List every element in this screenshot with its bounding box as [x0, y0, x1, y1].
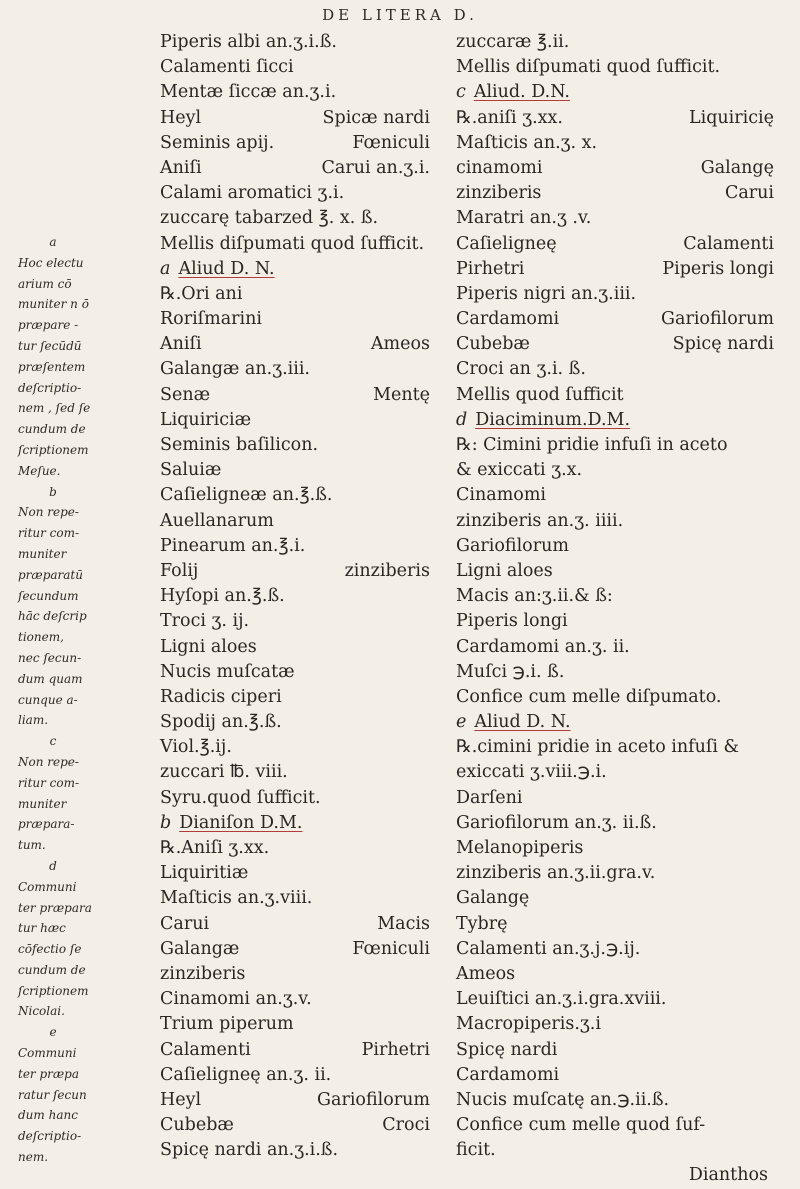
line-text: Piperis longi: [456, 611, 568, 632]
margin-note-line: ratur ſecun: [18, 1087, 87, 1102]
recipe-line: [160, 861, 430, 886]
margin-note-line: Hoc electu: [18, 255, 84, 270]
line-text: Radicis ciperi: [160, 686, 282, 707]
line-text: Dianiſon D.M.: [179, 812, 303, 833]
recipe-line: [456, 257, 786, 282]
margin-note-line: ritur com-: [18, 775, 80, 790]
margin-note-line: ter præpa: [18, 1066, 80, 1081]
line-text-second: Gariofilorum: [661, 309, 774, 330]
line-text: Pirhetri: [456, 258, 525, 279]
margin-note-letter: a: [49, 235, 57, 249]
line-text: Calamenti an.ʒ.j.℈.ij.: [456, 938, 641, 959]
line-text: Darſeni: [456, 787, 523, 808]
recipe-line: [160, 937, 430, 962]
margin-note-line: cunque a-: [18, 692, 78, 707]
line-text: Troci ʒ. ij.: [160, 611, 250, 632]
line-text: Confice cum melle quod ſuf-: [456, 1115, 706, 1136]
line-text: Melanopiperis: [456, 838, 584, 858]
margin-note-letter: e: [49, 1025, 57, 1040]
margin-note-line: tur ſecūdū: [18, 338, 82, 353]
line-text: Nucis muſcatę an.℈.ii.ß.: [456, 1089, 670, 1110]
recipe-line: [160, 106, 430, 131]
line-text: Aniſi: [160, 334, 202, 355]
line-text: Cinamomi: [456, 485, 547, 506]
line-text: Confice cum melle diſpumato.: [456, 686, 722, 707]
line-text: zinziberis an.ʒ.ii.gra.v.: [456, 863, 656, 884]
recipe-line: [160, 332, 430, 357]
recipe-line: [456, 357, 786, 382]
line-text: Seminis baſilicon.: [160, 435, 319, 455]
recipe-line: [160, 836, 430, 861]
line-text: ℞.Ori ani: [160, 283, 243, 304]
recipe-heading: [160, 811, 430, 836]
recipe-line: [160, 383, 430, 408]
line-text: ℞.cimini pridie in aceto infuſi &: [456, 737, 740, 758]
recipe-line: [456, 433, 786, 458]
line-text: ℞.Aniſi ʒ.xx.: [160, 838, 270, 858]
line-text-second: Spicę nardi: [672, 334, 774, 355]
margin-notes: [18, 232, 156, 1168]
recipe-line: [456, 584, 786, 609]
recipe-line: [160, 181, 430, 206]
line-text: Tybrę: [456, 913, 508, 934]
recipe-line: [456, 55, 786, 80]
recipe-line: [160, 232, 430, 257]
recipe-line: [456, 861, 786, 886]
margin-note-line: præpara-: [18, 817, 75, 832]
line-text: Liquiritiæ: [160, 863, 249, 884]
margin-note-line: cundum de: [18, 962, 86, 977]
line-text: Cardamomi an.ʒ. ii.: [456, 636, 630, 657]
line-text: Caſieligneę: [456, 233, 557, 254]
recipe-line: [456, 534, 786, 559]
line-text: ℞.aniſi ʒ.xx.: [456, 107, 563, 128]
line-text: Cubebæ: [160, 1115, 234, 1136]
line-text: Piperis albi an.ʒ.i.ß.: [160, 32, 337, 52]
recipe-line: [160, 131, 430, 156]
line-text: Heyl: [160, 107, 202, 128]
recipe-line: [456, 232, 786, 257]
line-text: Aliud D. N.: [178, 258, 275, 279]
line-text: Croci an ʒ.i. ß.: [456, 359, 586, 380]
recipe-line: [160, 786, 430, 811]
recipe-line: [456, 509, 786, 534]
recipe-line: [160, 433, 430, 458]
line-text-second: Croci: [382, 1115, 430, 1136]
recipe-line: [456, 811, 786, 836]
margin-note-line: dum quam: [18, 671, 83, 686]
margin-note-line: præparatū: [18, 567, 83, 582]
line-text: Calami aromatici ʒ.i.: [160, 183, 345, 204]
recipe-line: [160, 408, 430, 433]
margin-note-line: hāc deſcrip: [18, 609, 87, 624]
line-text: Leuiſtici an.ʒ.i.gra.xviii.: [456, 989, 667, 1010]
margin-note-line: cundum de: [18, 422, 86, 437]
line-text-second: Macis: [377, 913, 430, 934]
margin-note-line: nem.: [18, 1150, 49, 1165]
line-text-second: Carui: [724, 183, 774, 204]
margin-note-line: ſecundum: [18, 588, 79, 603]
recipe-line: [160, 30, 430, 55]
recipe-line: [456, 206, 786, 231]
recipe-line: [160, 55, 430, 80]
margin-note-line: ritur com-: [18, 526, 80, 541]
line-text-second: Calamenti: [683, 233, 774, 254]
recipe-line: [160, 1088, 430, 1113]
margin-note-line: Nicolai.: [18, 1004, 65, 1019]
recipe-line: [456, 1038, 786, 1063]
recipe-line: [456, 962, 786, 987]
line-text: Hyſopi an.℥.ß.: [160, 586, 285, 607]
recipe-line: [160, 987, 430, 1012]
recipe-heading: [160, 257, 430, 282]
recipe-line: [160, 1113, 430, 1138]
margin-note-line: præſentem: [18, 359, 86, 374]
line-text: Maratri an.ʒ .v.: [456, 208, 592, 229]
line-text: Folij: [160, 560, 199, 581]
recipe-line: [456, 760, 786, 785]
recipe-line: [456, 1063, 786, 1088]
line-text-second: Carui an.ʒ.i.: [321, 157, 430, 178]
margin-note-line: nec ſecun-: [18, 650, 82, 665]
line-text: Spodij an.℥.ß.: [160, 712, 282, 733]
note-mark: d: [456, 409, 468, 430]
recipe-line: [456, 735, 786, 760]
recipe-line: [160, 534, 430, 559]
recipe-line: [160, 685, 430, 710]
margin-note-line: arium cō: [18, 276, 72, 291]
note-mark: a: [160, 258, 171, 279]
line-text: Diaciminum.D.M.: [475, 409, 631, 430]
margin-note-line: deſcriptio-: [18, 380, 82, 395]
line-text: Seminis apij.: [160, 132, 275, 153]
recipe-line: [160, 559, 430, 584]
margin-note-line: muniter: [18, 546, 67, 561]
recipe-line: [160, 80, 430, 105]
margin-note-line: Meſue.: [18, 463, 61, 478]
line-text: Cardamomi: [456, 309, 560, 330]
line-text: Syru.quod ſufficit.: [160, 787, 321, 808]
line-text: Cinamomi an.ʒ.v.: [160, 989, 312, 1010]
recipe-line: [456, 181, 786, 206]
line-text: Mellis diſpumati quod ſufficit.: [456, 57, 721, 78]
margin-note-line: Communi: [18, 1046, 77, 1061]
recipe-line: [160, 760, 430, 785]
line-text: zinziberis: [160, 963, 246, 984]
recipe-line: [160, 660, 430, 685]
line-text: Aliud D. N.: [474, 712, 571, 733]
recipe-line: [160, 156, 430, 181]
recipe-line: [456, 609, 786, 634]
line-text: zinziberis an.ʒ. iiii.: [456, 510, 624, 531]
line-text: Nucis muſcatæ: [160, 661, 295, 682]
line-text: Maſticis an.ʒ. x.: [456, 132, 598, 153]
recipe-line: [160, 483, 430, 508]
margin-note-letter: d: [49, 858, 57, 873]
margin-note-line: muniter n ō: [18, 297, 89, 312]
margin-note-letter: c: [49, 734, 57, 749]
recipe-line: [456, 156, 786, 181]
recipe-line: [160, 307, 430, 332]
recipe-line: [456, 1113, 786, 1138]
line-text: Cardamomi: [456, 1064, 560, 1085]
recipe-line: [456, 786, 786, 811]
recipe-line: [160, 735, 430, 760]
line-text: zinziberis: [456, 183, 542, 204]
line-text: Aniſi: [160, 157, 202, 178]
recipe-line: [456, 836, 786, 861]
line-text: Ameos: [456, 963, 516, 984]
line-text: Carui: [160, 913, 210, 934]
recipe-line: [160, 635, 430, 660]
recipe-line: [160, 609, 430, 634]
running-head: DE LITERA D.: [322, 6, 478, 24]
margin-note-line: Non repe-: [18, 505, 79, 520]
recipe-line: [456, 660, 786, 685]
line-text: ℞: Cimini pridie infuſi in aceto: [456, 435, 728, 455]
line-text: Spicę nardi an.ʒ.i.ß.: [160, 1140, 339, 1161]
recipe-line: [160, 1038, 430, 1063]
line-text-second: Galangę: [700, 157, 774, 178]
line-text: Pinearum an.℥.i.: [160, 535, 306, 556]
recipe-line: [456, 106, 786, 131]
line-text: Mentæ ſiccæ an.ʒ.i.: [160, 82, 337, 103]
line-text: Mellis diſpumati quod ſufficit.: [160, 233, 425, 254]
line-text: Viol.℥.ij.: [160, 737, 232, 758]
margin-note-line: præpare -: [18, 318, 79, 333]
line-text: Heyl: [160, 1089, 202, 1110]
recipe-heading: [456, 408, 786, 433]
line-text: Gariofilorum: [456, 535, 569, 556]
line-text: Liquiriciæ: [160, 409, 252, 430]
line-text: Calamenti ſicci: [160, 57, 294, 78]
line-text: Cubebæ: [456, 334, 530, 355]
recipe-line: [456, 30, 786, 55]
recipe-line: [456, 685, 786, 710]
recipe-line: [160, 962, 430, 987]
note-mark: b: [160, 812, 172, 833]
line-text: Maſticis an.ʒ.viii.: [160, 888, 313, 909]
recipe-line: [456, 307, 786, 332]
note-mark: c: [456, 82, 466, 103]
line-text: zuccarę tabarzed ℥. x. ß.: [160, 208, 379, 229]
recipe-line: [456, 383, 786, 408]
line-text: Ligni aloes: [456, 560, 553, 581]
line-text: Mellis quod ſufficit: [456, 384, 624, 405]
line-text-second: Fœniculi: [352, 938, 430, 959]
recipe-line: [456, 483, 786, 508]
line-text: Gariofilorum an.ʒ. ii.ß.: [456, 812, 657, 833]
recipe-line: [456, 987, 786, 1012]
recipe-line: [160, 1063, 430, 1088]
recipe-line: [160, 282, 430, 307]
line-text: Aliud. D.N.: [473, 82, 570, 103]
recipe-heading: [456, 710, 786, 735]
recipe-line: [160, 886, 430, 911]
line-text-second: Piperis longi: [662, 258, 774, 279]
line-text-second: Pirhetri: [361, 1039, 430, 1060]
line-text-second: Spicæ nardi: [322, 107, 430, 128]
margin-note-letter: b: [49, 484, 57, 499]
line-text: Galangæ an.ʒ.iii.: [160, 359, 310, 380]
line-text-second: zinziberis: [344, 560, 430, 581]
margin-note-line: tur hæc: [18, 921, 66, 936]
margin-note-line: deſcriptio-: [18, 1129, 82, 1144]
catchword: Dianthos: [688, 1165, 768, 1186]
line-text: Galangæ: [160, 938, 240, 959]
margin-note-line: muniter: [18, 796, 67, 811]
recipe-line: [456, 282, 786, 307]
recipe-line: [160, 357, 430, 382]
line-text: Roriſmarini: [160, 309, 263, 330]
line-text-second: Fœniculi: [352, 132, 430, 153]
recipe-line: [456, 912, 786, 937]
line-text: ficit.: [456, 1140, 496, 1161]
margin-note-line: tum.: [18, 838, 46, 853]
line-text-second: Liquiricię: [688, 107, 774, 128]
recipe-heading: [456, 80, 786, 105]
line-text: Caſieligneæ an.℥.ß.: [160, 485, 333, 506]
line-text: Spicę nardi: [456, 1039, 558, 1060]
margin-note-line: ter præpara: [18, 900, 92, 915]
line-text: Caſieligneę an.ʒ. ii.: [160, 1064, 332, 1085]
line-text-second: Mentę: [373, 384, 430, 405]
line-text-second: Ameos: [370, 334, 430, 355]
line-text: Piperis nigri an.ʒ.iii.: [456, 283, 637, 304]
line-text: Senæ: [160, 384, 211, 405]
line-text: Macropiperis.ʒ.i: [456, 1014, 601, 1035]
recipe-line: [160, 912, 430, 937]
recipe-line: [456, 937, 786, 962]
margin-note-line: Communi: [18, 879, 77, 894]
line-text: zuccaræ ℥.ii.: [456, 32, 570, 52]
recipe-line: [160, 1012, 430, 1037]
recipe-line: [160, 710, 430, 735]
line-text-second: Gariofilorum: [317, 1089, 430, 1110]
line-text: zuccari ℔. viii.: [160, 762, 288, 783]
margin-note-line: ſcriptionem: [18, 983, 89, 998]
recipe-line: [160, 584, 430, 609]
line-text: Ligni aloes: [160, 636, 257, 657]
recipe-line: [456, 1088, 786, 1113]
line-text: exiccati ʒ.viii.℈.i.: [456, 762, 607, 783]
line-text: Galangę: [456, 888, 530, 909]
recipe-line: [456, 886, 786, 911]
left-column: [160, 30, 430, 1163]
recipe-line: [160, 458, 430, 483]
line-text: Calamenti: [160, 1039, 251, 1060]
recipe-line: [456, 559, 786, 584]
margin-note-line: dum hanc: [18, 1108, 78, 1123]
line-text: & exiccati ʒ.x.: [456, 460, 583, 481]
recipe-line: [456, 1012, 786, 1037]
line-text: Macis an:ʒ.ii.& ß:: [456, 586, 613, 607]
recipe-line: [160, 509, 430, 534]
margin-note-line: liam.: [18, 713, 49, 728]
note-mark: e: [456, 712, 467, 733]
line-text: cinamomi: [456, 157, 543, 178]
recipe-line: [456, 458, 786, 483]
margin-note-line: Non repe-: [18, 754, 79, 769]
margin-note-line: cōfectio ſe: [18, 942, 82, 957]
recipe-line: [456, 332, 786, 357]
line-text: Saluiæ: [160, 460, 222, 481]
line-text: Muſci ℈.i. ß.: [456, 661, 565, 682]
line-text: Trium piperum: [160, 1014, 294, 1035]
margin-note-line: ſcriptionem: [18, 442, 89, 457]
right-column: [456, 30, 786, 1189]
margin-note-line: tionem,: [18, 630, 64, 645]
recipe-line: [160, 206, 430, 231]
recipe-line: [456, 131, 786, 156]
margin-note-line: nem , ſed ſe: [18, 401, 91, 416]
recipe-line: [456, 635, 786, 660]
line-text: Auellanarum: [160, 510, 274, 531]
